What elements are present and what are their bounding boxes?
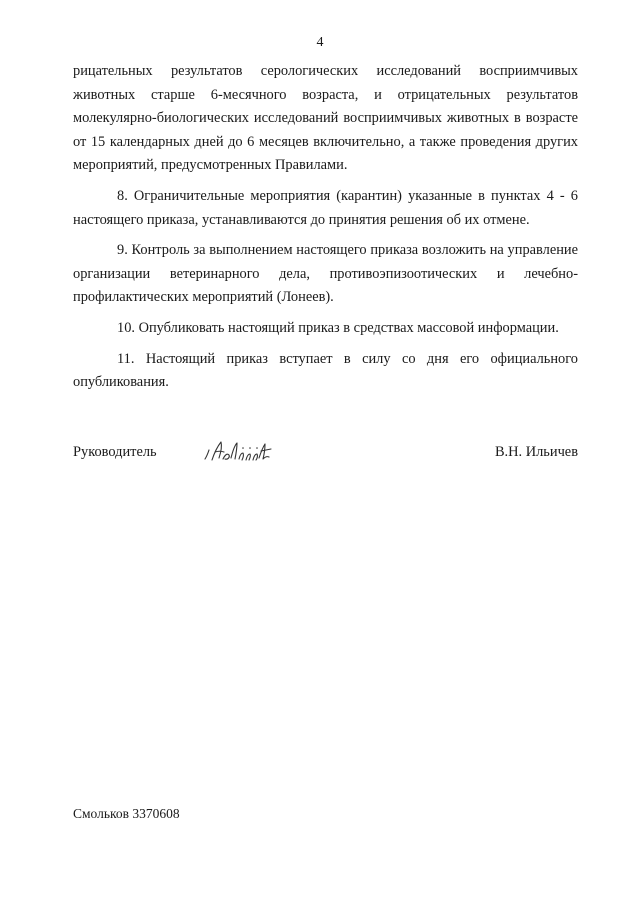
document-body — [73, 60, 578, 402]
signatory-title: Руководитель — [73, 444, 157, 460]
page-number: 4 — [316, 35, 324, 50]
signatory-name: В.Н. Ильичев — [494, 444, 578, 460]
paragraph-item-11: 11. Настоящий приказ вступает в силу со дня его официального опубликования. — [73, 350, 578, 391]
handwritten-signature — [199, 438, 289, 468]
paragraph-item-9: 9. Контроль за выполнением настоящего приказа возложить на управление организации ветеринарного дела, противоэпизоотических и лечебно-профилактических мероприятий (Лонеев). — [73, 242, 578, 306]
signature-block — [73, 438, 578, 468]
paragraph-continuation: рицательных результатов серологических исследований восприимчивых животных старше 6-месячного возраста, и отрицательных результатов молекулярно-биологических исследований восприимчивых животных в возрасте от 15 календарных дней до 6 месяцев включительно, а также проведения других мероприятий, предусмотренных Правилами. — [73, 63, 578, 174]
paragraph-item-10: 10. Опубликовать настоящий приказ в средствах массовой информации. — [117, 319, 559, 336]
paragraph-item-8: 8. Ограничительные мероприятия (карантин) указанные в пунктах 4 - 6 настоящего приказа, устанавливаются до принятия решения об их отмене. — [73, 187, 578, 228]
footer-note: Смольков 3370608 — [73, 806, 180, 821]
